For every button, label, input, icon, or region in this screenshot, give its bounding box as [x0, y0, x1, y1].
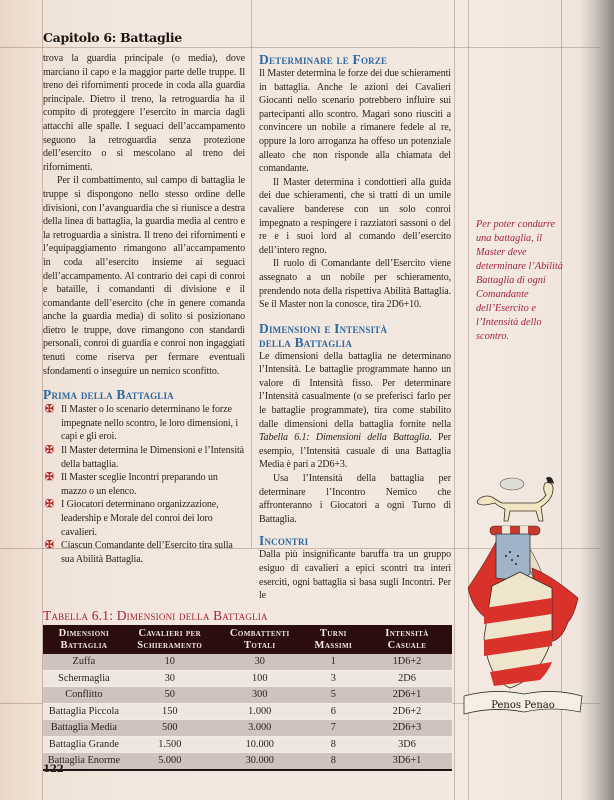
table-cell: 10.000	[215, 736, 305, 753]
list-item: ✠ Il Master determina le Dimensioni e l’Intensità della battaglia.	[45, 445, 245, 470]
table-cell: 6	[305, 703, 362, 720]
table-cell: 3D6+1	[362, 753, 452, 770]
cross-pattee-icon: ✠	[45, 540, 54, 552]
paragraph: Il ruolo di Comandante dell’Esercito viene assegnato a un nobile per schieramento, prendendo nota della rispettiva Abilità Battaglia. Se il Master non la conosce, tira 2D6+10.	[259, 258, 451, 311]
table-cell: 3D6	[362, 736, 452, 753]
table-header-row	[43, 625, 452, 654]
table-row	[43, 736, 452, 753]
column-header: Dimensioni Battaglia	[43, 625, 125, 654]
table-cell: 100	[215, 670, 305, 687]
table-cell: Schermaglia	[43, 670, 125, 687]
section-title-dimensioni-intensita: Dimensioni e Intensità della Battaglia	[259, 320, 388, 350]
motto-scroll	[464, 691, 582, 714]
cross-pattee-icon: ✠	[45, 445, 54, 457]
table-cell: 2D6+2	[362, 703, 452, 720]
paragraph: trova la guardia principale (o media), dove marciano il capo e la maggior parte delle truppe. Il treno dei rifornimenti procede in coda alla guardia principale. Dietro il treno, la retroguardia ha il compito di proteggere l’esercito in marcia dagli attacchi alle spalle. I seguaci dell’accampamento seguono la retroguardia senza protezione dell’esercito o si mescolano al treno dei rifornimenti.	[43, 53, 245, 173]
table-cell: 8	[305, 736, 362, 753]
table-cell: 5	[305, 687, 362, 704]
table-cell: 1.500	[125, 736, 215, 753]
column-header: Turni Massimi	[305, 625, 362, 654]
table-cell: 8	[305, 753, 362, 770]
table-cell: 2D6+1	[362, 687, 452, 704]
list-item: ✠ Il Master o lo scenario determinano le forze impegnate nello scontro, le loro dimensioni, i capi e gli eroi.	[45, 404, 239, 443]
section-title-determinare-le-forze: Determinare le Forze	[259, 52, 388, 67]
table-row	[43, 670, 452, 687]
table-cell: 7	[305, 720, 362, 737]
table-cell: 50	[125, 687, 215, 704]
battle-size-table	[43, 625, 452, 771]
grid-line	[454, 0, 455, 800]
weasel-crest-figure	[477, 477, 554, 521]
table-cell: Battaglia Piccola	[43, 703, 125, 720]
table-row	[43, 703, 452, 720]
section-title-prima-della-battaglia: Prima della Battaglia	[43, 387, 174, 403]
table-cell: Zuffa	[43, 654, 125, 670]
table-cell: 30.000	[215, 753, 305, 770]
paragraph: Le dimensioni della battaglia ne determinano l’Intensità. Le battaglie programmate hanno un valore di Intensità fisso. Per determinare l’Intensità casualmente (o se preferisci farlo per le battaglie programmate), tira come stabilito dalle dimensioni della battaglia fornite nella Tabella 6.1: Dimensioni della Battaglia. Per esempio, l’Intensità casuale di una Battaglia Media è pari a 2D6+3.	[259, 350, 451, 471]
table-cell: 500	[125, 720, 215, 737]
table-title: Tabella 6.1: Dimensioni della Battaglia	[43, 608, 268, 623]
table-cell: 1.000	[215, 703, 305, 720]
paragraph: Usa l’Intensità della battaglia per determinare l’Incontro Nemico che affronteranno i Giocatori a ogni Turno di Battaglia.	[259, 473, 451, 525]
paragraph: Il Master determina i condottieri alla guida dei due schieramenti, che si tratti di un umile cavaliere banderese con un solo conroi impegnato a respingere i razziatori sassoni o del re e i suoi lord al comando dell’esercito dell’intero regno.	[259, 176, 451, 256]
section-title-incontri: Incontri	[259, 533, 309, 549]
sidebar-note: Per poter condurre una battaglia, il Master deve determinare l’Abilità Battaglia di ogni Comandante dell’Esercito e l’Intensità dello scontro.	[476, 219, 563, 342]
table-cell: 150	[125, 703, 215, 720]
table-row	[43, 720, 452, 737]
column-header: Intensità Casuale	[362, 625, 452, 654]
shield	[484, 572, 552, 688]
cross-pattee-icon: ✠	[45, 499, 54, 511]
left-column	[43, 52, 245, 566]
table-cell: 5.000	[125, 753, 215, 770]
page-number: 122	[43, 763, 64, 775]
list-item: ✠ Ciascun Comandante dell’Esercito tira sulla sua Abilità Battaglia.	[45, 540, 233, 565]
chapter-header: Capitolo 6: Battaglie	[43, 30, 182, 45]
grid-line	[251, 0, 252, 548]
table-cell: 300	[215, 687, 305, 704]
table-row	[43, 654, 452, 670]
table-cell: Battaglia Media	[43, 720, 125, 737]
table-cell: 2D6+3	[362, 720, 452, 737]
table-cell: Conflitto	[43, 687, 125, 704]
grid-line	[0, 47, 600, 48]
table-cell: Battaglia Grande	[43, 736, 125, 753]
table-cell: 1D6+2	[362, 654, 452, 670]
paragraph: Dalla più insignificante baruffa tra un gruppo esiguo di cavalieri a epici scontri tra interi eserciti, ogni battaglia si basa sugli Incontri. Per le	[259, 549, 451, 602]
table-cell: 3.000	[215, 720, 305, 737]
list-item: ✠ I Giocatori determinano organizzazione, leadership e Morale del conroi dei loro cavalieri.	[45, 499, 219, 538]
table-cell: 30	[125, 670, 215, 687]
list-item: ✠ Il Master sceglie Incontri preparando un mazzo o un elenco.	[45, 472, 218, 497]
right-column	[259, 53, 451, 603]
table-row	[43, 753, 452, 770]
helm	[496, 534, 530, 579]
paragraph: Per il combattimento, sul campo di battaglia le truppe si dispongono nello stesso ordine delle divisioni, con l’avanguardia che si riunisce a destra della linea di battaglia, la guardia media al centro e la retroguardia a sinistra. Il treno dei rifornimenti e l’equipaggiamento rimangono all’accampamento in coda all’esercito insieme ai seguaci dell’accampamento. Al contrario dei capi di conroi e bataille, i comandanti di divisione e il comandante dell’esercito (che in genere comanda anche la guardia media) di solito si posizionano dietro le truppe, dove rimangono con standardi personali, conroi di guardia e conroi non ingaggiati tenuti come riserva per fermare eventuali sfondamenti o inseguire un nemico sconfitto.	[43, 175, 245, 377]
table-cell: Battaglia Enorme	[43, 753, 125, 770]
table-cell: 2D6	[362, 670, 452, 687]
cross-pattee-icon: ✠	[45, 404, 54, 416]
motto-text: Penos Penao	[491, 700, 555, 711]
table-row	[43, 687, 452, 704]
column-header: Cavalieri per Schieramento	[125, 625, 215, 654]
table-cell: 3	[305, 670, 362, 687]
table-reference: Tabella 6.1: Dimensioni della Battaglia	[259, 432, 430, 444]
bullet-list	[43, 403, 245, 566]
cross-pattee-icon: ✠	[45, 472, 54, 484]
column-header: Combattenti Totali	[215, 625, 305, 654]
table-cell: 10	[125, 654, 215, 670]
table-cell: 1	[305, 654, 362, 670]
heraldic-crest-image	[460, 468, 585, 730]
paragraph: Il Master determina le forze dei due schieramenti in battaglia. Anche le azioni dei Cavalieri Giocanti nello scenario potrebbero influire sui partecipanti allo scontro. Magari sono riusciti a convincere un nobile a rimanere fedele al re, oppure la loro arroganza ha offeso un potenziale alleato che non risponde alla chiamata del comandante.	[259, 68, 451, 175]
table-cell: 30	[215, 654, 305, 670]
